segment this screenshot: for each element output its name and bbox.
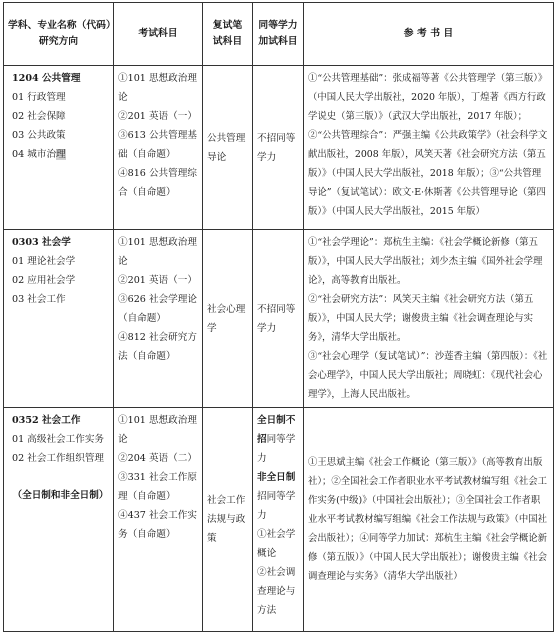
exam-item: ③613 公共管理基础（自命题） — [118, 130, 197, 160]
exam-item: ②201 英语（一） — [118, 275, 197, 286]
header-retest-line1: 复试笔 — [212, 20, 243, 31]
direction-item: 03 公共政策 — [12, 130, 66, 141]
header-major-line1: 学科、专业名称（代码） — [8, 20, 116, 31]
retest-cell: 社会心理学 — [203, 230, 253, 408]
header-refs: 参 考 书 目 — [304, 3, 554, 66]
exam-item: ①101 思想政治理论 — [118, 237, 197, 267]
direction-item: 01 理论社会学 — [12, 256, 76, 267]
study-mode-label: （全日制和非全日制） — [12, 490, 109, 501]
equiv-cell: 不招同等学力 — [253, 230, 304, 408]
direction-item: 03 社会工作 — [12, 294, 66, 305]
header-equiv-line1: 同等学力 — [258, 20, 298, 31]
retest-cell: 公共管理导论 — [203, 66, 253, 230]
refs-cell: ①王思斌主编《社会工作概论（第三版）》（高等教育出版社）；②全国社会工作者职业水平考试教材编写组《社会工作实务(中级)》（中国社会出版社）；③全国社会工作者职业水平考试教材编写组编《社会工作法规与政策》（中国社会出版社）；④同等学力加试：郑杭生主编《社会学概论新修（第五版）》（中国人民大学出版社）；谢俊贵主编《社会调查理论与实务》（清华大学出版社） — [304, 408, 554, 632]
equiv-subject: ①社会学概论 — [257, 529, 296, 559]
equiv-cell: 不招同等学力 — [253, 66, 304, 230]
equiv-parttime-label: 非全日制 — [257, 472, 296, 483]
table-row — [4, 66, 554, 230]
exam-item: ④812 社会研究方法（自命题） — [118, 332, 197, 362]
major-title: 1204 公共管理 — [12, 73, 81, 84]
table-row — [4, 230, 554, 408]
exams-cell — [114, 66, 203, 230]
exam-item: ②204 英语（二） — [118, 453, 197, 464]
major-title: 0303 社会学 — [12, 237, 71, 248]
refs-cell: ①“社会学理论”：郑杭生主编：《社会学概论新修（第五版）》，中国人民大学出版社；刘少杰主编《国外社会学理论》，高等教育出版社。 ②“社会研究方法”：风笑天主编《社会研究方法（第五版）》，中国人民大学；谢俊贵主编《社会调查理论与实务》，清华大学出版社。 ③“社会心理学（复试笔试）”：沙莲香主编（第四版）：《社会心理学》，中国人民大学出版社；周晓虹：《现代社会心理学》，上海人民出版社。 — [304, 230, 554, 408]
header-major — [4, 3, 114, 66]
major-cell — [4, 408, 114, 632]
refs-cell: ①“公共管理基础”：张成福等著《公共管理学（第三版）》（中国人民大学出版社，2020 年版），丁煌著《西方行政学说史（第三版）》（武汉大学出版社，2017 年版）；②“公共管理综合”：严强主编《公共政策学》（社会科学文献出版社，2008 年版），风笑天著《社会研究方法（第五版）》（中国人民大学出版社，2018 年版）；③“公共管理导论”（复试笔试）：欧文·E·休斯著《公共管理导论（第四版）》（中国人民大学出版社，2015 年版） — [304, 66, 554, 230]
direction-item: 02 社会保障 — [12, 111, 66, 122]
exam-item: ③626 社会学理论（自命题） — [118, 294, 197, 324]
equiv-fulltime-text: 同等学力 — [257, 434, 296, 464]
direction-item: 01 高级社会工作实务 — [12, 434, 105, 445]
header-equiv-line2: 加试科目 — [258, 36, 298, 47]
direction-item — [12, 145, 109, 164]
direction-item: 01 行政管理 — [12, 92, 66, 103]
table-header-row — [4, 3, 554, 66]
direction-text: 04 城市治 — [12, 149, 57, 160]
header-exams: 考试科目 — [114, 3, 203, 66]
retest-cell: 社会工作法规与政策 — [203, 408, 253, 632]
equiv-parttime-text: 招同等学力 — [257, 491, 296, 521]
exams-cell — [114, 230, 203, 408]
major-cell — [4, 66, 114, 230]
admissions-table — [3, 2, 554, 632]
exam-item: ③331 社会工作原理（自命题） — [118, 472, 197, 502]
header-retest — [203, 3, 253, 66]
header-retest-line2: 试科目 — [212, 36, 243, 47]
exam-item: ①101 思想政治理论 — [118, 73, 197, 103]
exams-cell — [114, 408, 203, 632]
major-cell — [4, 230, 114, 408]
exam-item: ②201 英语（一） — [118, 111, 197, 122]
header-equiv — [253, 3, 304, 66]
exam-item: ④816 公共管理综合（自命题） — [118, 168, 197, 198]
major-title: 0352 社会工作 — [12, 415, 81, 426]
exam-item: ①101 思想政治理论 — [118, 415, 197, 445]
exam-item: ④437 社会工作实务（自命题） — [118, 510, 197, 540]
direction-item: 02 应用社会学 — [12, 275, 76, 286]
highlighted-char: 理 — [56, 149, 66, 160]
equiv-cell — [253, 408, 304, 632]
equiv-fulltime-label: 全日制不招 — [257, 415, 296, 445]
direction-item: 02 社会工作组织管理 — [12, 453, 105, 464]
equiv-subject: ②社会调查理论与方法 — [257, 567, 296, 616]
header-major-line2: 研究方向 — [38, 36, 79, 47]
table-row — [4, 408, 554, 632]
